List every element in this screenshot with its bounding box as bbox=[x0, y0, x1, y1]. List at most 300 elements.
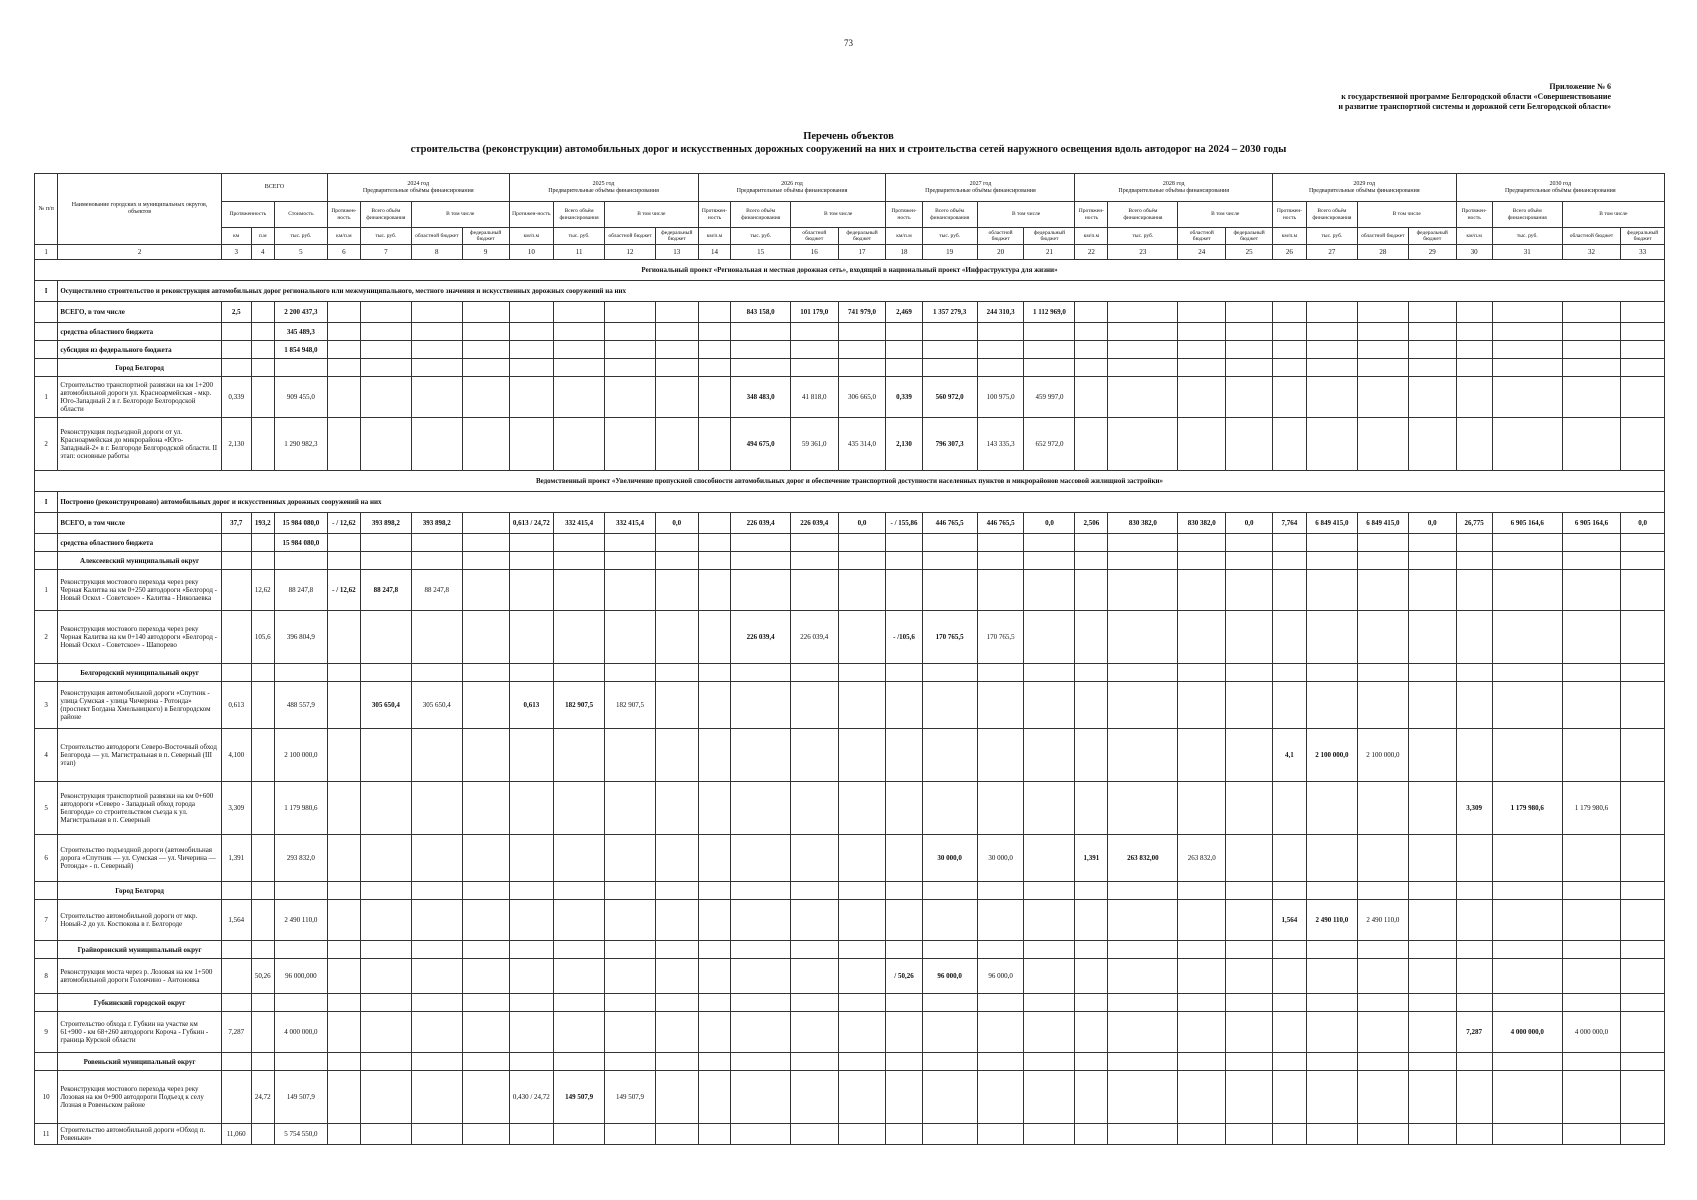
cell: 182 907,5 bbox=[605, 682, 656, 729]
cell: 30 000,0 bbox=[977, 835, 1024, 882]
cell: 305 650,4 bbox=[360, 682, 411, 729]
cell: 393 898,2 bbox=[360, 513, 411, 534]
cell: 88 247,8 bbox=[411, 570, 462, 611]
cell: 7,764 bbox=[1272, 513, 1306, 534]
cell: 0,0 bbox=[838, 513, 886, 534]
cell: 100 975,0 bbox=[977, 377, 1024, 418]
cell: 560 972,0 bbox=[922, 377, 977, 418]
group-title: Белгородский муниципальный округ bbox=[58, 664, 221, 682]
cell: 4 000 000,0 bbox=[274, 1012, 327, 1053]
table-row bbox=[35, 1071, 1665, 1124]
cell: 396 804,9 bbox=[274, 611, 327, 664]
cell: 494 675,0 bbox=[731, 418, 790, 471]
row-num: 2 bbox=[35, 611, 58, 664]
col-number: 25 bbox=[1226, 245, 1273, 260]
cell: 2 100 000,0 bbox=[1357, 729, 1408, 782]
cell: - / 12,62 bbox=[327, 513, 360, 534]
header-cost: Стоимость bbox=[274, 202, 327, 228]
col-number: 32 bbox=[1562, 245, 1620, 260]
row-num: 7 bbox=[35, 900, 58, 941]
header-year-2024: 2024 год Предварительные объёмы финансирования bbox=[327, 174, 509, 202]
col-number: 15 bbox=[731, 245, 790, 260]
group-row bbox=[35, 941, 1665, 959]
unit-fed-2025: федеральный бюджет bbox=[656, 228, 699, 245]
header-row-units bbox=[35, 228, 1665, 245]
unit-fed-2027: федеральный бюджет bbox=[1024, 228, 1075, 245]
cell: 796 307,3 bbox=[922, 418, 977, 471]
cell: 26,775 bbox=[1456, 513, 1492, 534]
header-year-2025: 2025 год Предварительные объёмы финансирования bbox=[509, 174, 698, 202]
objects-table bbox=[34, 173, 1665, 1145]
cell: 0,613 / 24,72 bbox=[509, 513, 554, 534]
cell: 0,0 bbox=[656, 513, 699, 534]
page-number: 73 bbox=[844, 38, 853, 48]
cell: 0,0 bbox=[1024, 513, 1075, 534]
cell: 0,0 bbox=[1226, 513, 1273, 534]
cell: 6 905 164,6 bbox=[1492, 513, 1562, 534]
cell: 7,287 bbox=[1456, 1012, 1492, 1053]
cell: 2,506 bbox=[1075, 513, 1108, 534]
unit-fed-2026: федеральный бюджет bbox=[838, 228, 886, 245]
cell: 96 000,0 bbox=[977, 959, 1024, 994]
cell: - / 12,62 bbox=[327, 570, 360, 611]
group-title: Город Белгород bbox=[58, 359, 221, 377]
col-number: 27 bbox=[1306, 245, 1357, 260]
total-row bbox=[35, 513, 1665, 534]
cell: 149 507,9 bbox=[605, 1071, 656, 1124]
group-title: Губкинский городской округ bbox=[58, 994, 221, 1012]
cell: 652 972,0 bbox=[1024, 418, 1075, 471]
cell: 2 100 000,0 bbox=[274, 729, 327, 782]
appendix-line-3: и развитие транспортной системы и дорожной сети Белгородской области» bbox=[1338, 102, 1611, 111]
col-number: 31 bbox=[1492, 245, 1562, 260]
header-fin-2027: Всего объём финансирования bbox=[922, 202, 977, 228]
unit-rub-2025: тыс. руб. bbox=[554, 228, 605, 245]
col-number: 28 bbox=[1357, 245, 1408, 260]
cell: 3,309 bbox=[221, 782, 251, 835]
cell: 2 490 110,0 bbox=[274, 900, 327, 941]
cell: 6 849 415,0 bbox=[1357, 513, 1408, 534]
group-title: Город Белгород bbox=[58, 882, 221, 900]
total-label: ВСЕГО, в том числе bbox=[58, 513, 221, 534]
row-num: 4 bbox=[35, 729, 58, 782]
group-row bbox=[35, 664, 1665, 682]
table-row bbox=[35, 682, 1665, 729]
cell: 2,130 bbox=[221, 418, 251, 471]
row-num: 9 bbox=[35, 1012, 58, 1053]
cell: 305 650,4 bbox=[411, 682, 462, 729]
object-name: Строительство автомобильной дороги «Обход п. Ровеньки» bbox=[58, 1124, 221, 1145]
object-name: Реконструкция мостового перехода через реку Черная Калитва на км 0+250 автодороги «Белгород - Новый Оскол - Советское» - Калитва - Николаевка bbox=[58, 570, 221, 611]
cell: 0,339 bbox=[221, 377, 251, 418]
cell: 226 039,4 bbox=[731, 611, 790, 664]
cell: 59 361,0 bbox=[790, 418, 838, 471]
col-number: 1 bbox=[35, 245, 58, 260]
cell: 2,469 bbox=[886, 302, 922, 323]
cell: 909 455,0 bbox=[274, 377, 327, 418]
col-number: 22 bbox=[1075, 245, 1108, 260]
col-number: 8 bbox=[411, 245, 462, 260]
cell: - /105,6 bbox=[886, 611, 922, 664]
cell: 50,26 bbox=[251, 959, 274, 994]
unit-rub-2028: тыс. руб. bbox=[1108, 228, 1178, 245]
col-number: 16 bbox=[790, 245, 838, 260]
col-number: 9 bbox=[462, 245, 509, 260]
cell: 149 507,9 bbox=[274, 1071, 327, 1124]
project-title: Региональный проект «Региональная и местная дорожная сеть», входящий в национальный проект «Инфраструктура для жизни» bbox=[35, 260, 1665, 281]
object-name: Реконструкция мостового перехода через реку Черная Калитва на км 0+140 автодороги «Белгород - Новый Оскол - Советское» - Шапорево bbox=[58, 611, 221, 664]
cell: 2 490 110,0 bbox=[1357, 900, 1408, 941]
header-len-2026: Протяжен-ность bbox=[698, 202, 731, 228]
cell: 4 000 000,0 bbox=[1492, 1012, 1562, 1053]
cell: 446 765,5 bbox=[922, 513, 977, 534]
project-row bbox=[35, 260, 1665, 281]
appendix-line-2: к государственной программе Белгородской области «Совершенствование bbox=[1341, 92, 1611, 101]
unit-km: км bbox=[221, 228, 251, 245]
cell: 96 000,000 bbox=[274, 959, 327, 994]
header-year-2030: 2030 год Предварительные объёмы финансирования bbox=[1456, 174, 1664, 202]
group-title: Грайворонский муниципальный округ bbox=[58, 941, 221, 959]
cell: 24,72 bbox=[251, 1071, 274, 1124]
cell: 88 247,8 bbox=[360, 570, 411, 611]
group-row bbox=[35, 882, 1665, 900]
col-number: 19 bbox=[922, 245, 977, 260]
col-number: 11 bbox=[554, 245, 605, 260]
header-fin-2025: Всего объём финансирования bbox=[554, 202, 605, 228]
table-row bbox=[35, 570, 1665, 611]
unit-reg-2024: областной бюджет bbox=[411, 228, 462, 245]
unit-rub-2029: тыс. руб. bbox=[1306, 228, 1357, 245]
cell: 1 179 980,6 bbox=[1492, 782, 1562, 835]
header-fin-2028: Всего объём финансирования bbox=[1108, 202, 1178, 228]
header-len-2024: Протяжен-ность bbox=[327, 202, 360, 228]
group-title: Алексеевский муниципальный округ bbox=[58, 552, 221, 570]
header-incl-2030: В том числе bbox=[1562, 202, 1664, 228]
unit-kmpm-2024: км/п.м bbox=[327, 228, 360, 245]
header-len-2025: Протяжен-ность bbox=[509, 202, 554, 228]
cell: 2 100 000,0 bbox=[1306, 729, 1357, 782]
header-year-2026: 2026 год Предварительные объёмы финансирования bbox=[698, 174, 886, 202]
header-name: Наименование городских и муниципальных округов, объектов bbox=[58, 174, 221, 245]
group-row bbox=[35, 994, 1665, 1012]
col-number: 12 bbox=[605, 245, 656, 260]
header-len-2027: Протяжен-ность bbox=[886, 202, 922, 228]
cell: 6 905 164,6 bbox=[1562, 513, 1620, 534]
section-roman: I bbox=[35, 492, 58, 513]
cell: 4,100 bbox=[221, 729, 251, 782]
document-title bbox=[0, 130, 1697, 156]
col-number: 4 bbox=[251, 245, 274, 260]
cell: 11,060 bbox=[221, 1124, 251, 1145]
cell: 393 898,2 bbox=[411, 513, 462, 534]
header-length: Протяженность bbox=[221, 202, 274, 228]
cell: 0,0 bbox=[1408, 513, 1456, 534]
cell: 1 179 980,6 bbox=[1562, 782, 1620, 835]
unit-rub-2026: тыс. руб. bbox=[731, 228, 790, 245]
row-num: 10 bbox=[35, 1071, 58, 1124]
title-line-1: Перечень объектов bbox=[803, 131, 894, 142]
appendix-line-1: Приложение № 6 bbox=[1549, 82, 1611, 91]
cell: 226 039,4 bbox=[731, 513, 790, 534]
group-row bbox=[35, 359, 1665, 377]
col-number: 3 bbox=[221, 245, 251, 260]
col-number: 29 bbox=[1408, 245, 1456, 260]
header-row-years bbox=[35, 174, 1665, 202]
header-len-2029: Протяжен-ность bbox=[1272, 202, 1306, 228]
regional-budget-row bbox=[35, 323, 1665, 341]
cell: 332 415,4 bbox=[605, 513, 656, 534]
cell: 88 247,8 bbox=[274, 570, 327, 611]
cell: - / 155,86 bbox=[886, 513, 922, 534]
cell: 101 179,0 bbox=[790, 302, 838, 323]
cell: 1,564 bbox=[221, 900, 251, 941]
row-num: 6 bbox=[35, 835, 58, 882]
cell: 830 382,0 bbox=[1108, 513, 1178, 534]
unit-fed-2024: федеральный бюджет bbox=[462, 228, 509, 245]
cell: 105,6 bbox=[251, 611, 274, 664]
cell: 143 335,3 bbox=[977, 418, 1024, 471]
unit-reg-2028: областной бюджет bbox=[1178, 228, 1226, 245]
unit-fed-2029: федеральный бюджет bbox=[1408, 228, 1456, 245]
cell: 1,391 bbox=[1075, 835, 1108, 882]
cell: 2 490 110,0 bbox=[1306, 900, 1357, 941]
regional-label: средства областного бюджета bbox=[58, 323, 221, 341]
col-number: 24 bbox=[1178, 245, 1226, 260]
unit-kmpm-2028: км/п.м bbox=[1075, 228, 1108, 245]
cell: 96 000,0 bbox=[922, 959, 977, 994]
project-title: Ведомственный проект «Увеличение пропускной способности автомобильных дорог и обеспечение транспортной доступности населенных пунктов и микрорайонов массовой жилищной застройки» bbox=[35, 471, 1665, 492]
object-name: Строительство подъездной дороги (автомобильная дорога «Спутник — ул. Сумская — ул. Чичерина — Ротонда» - п. Северный) bbox=[58, 835, 221, 882]
cell: 830 382,0 bbox=[1178, 513, 1226, 534]
row-num: 11 bbox=[35, 1124, 58, 1145]
section-heading-row bbox=[35, 492, 1665, 513]
federal-subsidy-row bbox=[35, 341, 1665, 359]
col-number: 10 bbox=[509, 245, 554, 260]
unit-rub-2024: тыс. руб. bbox=[360, 228, 411, 245]
header-total: ВСЕГО bbox=[221, 174, 327, 202]
group-row bbox=[35, 552, 1665, 570]
unit-rub: тыс. руб. bbox=[274, 228, 327, 245]
section-roman: I bbox=[35, 281, 58, 302]
col-number: 17 bbox=[838, 245, 886, 260]
cell: 2,130 bbox=[886, 418, 922, 471]
cell: 741 979,0 bbox=[838, 302, 886, 323]
cell: 1 179 980,6 bbox=[274, 782, 327, 835]
cell: 3,309 bbox=[1456, 782, 1492, 835]
cell: 2 200 437,3 bbox=[274, 302, 327, 323]
cell: 263 832,0 bbox=[1178, 835, 1226, 882]
header-len-2028: Протяжен-ность bbox=[1075, 202, 1108, 228]
header-num: № п/п bbox=[35, 174, 58, 245]
col-number: 7 bbox=[360, 245, 411, 260]
regional-label: средства областного бюджета bbox=[58, 534, 221, 552]
cell: / 50,26 bbox=[886, 959, 922, 994]
object-name: Строительство автомобильной дороги от мкр. Новый-2 до ул. Костюкова в г. Белгороде bbox=[58, 900, 221, 941]
table-row bbox=[35, 729, 1665, 782]
cell: 0,613 bbox=[509, 682, 554, 729]
cell: 244 310,3 bbox=[977, 302, 1024, 323]
cell: 459 997,0 bbox=[1024, 377, 1075, 418]
col-number: 21 bbox=[1024, 245, 1075, 260]
cell: 12,62 bbox=[251, 570, 274, 611]
unit-rub-2027: тыс. руб. bbox=[922, 228, 977, 245]
section-heading-row bbox=[35, 281, 1665, 302]
title-line-2: строительства (реконструкции) автомобильных дорог и искусственных дорожных сооружений на них и строительства сетей наружного освещения вдоль автодорог на 2024 – 2030 годы bbox=[410, 144, 1287, 155]
row-num: 3 bbox=[35, 682, 58, 729]
cell: 226 039,4 bbox=[790, 513, 838, 534]
cell: 332 415,4 bbox=[554, 513, 605, 534]
table-row bbox=[35, 959, 1665, 994]
header-incl-2027: В том числе bbox=[977, 202, 1075, 228]
cell: 446 765,5 bbox=[977, 513, 1024, 534]
cell: 1 854 948,0 bbox=[274, 341, 327, 359]
federal-label: субсидия из федерального бюджета bbox=[58, 341, 221, 359]
cell: 170 765,5 bbox=[977, 611, 1024, 664]
cell: 15 984 080,0 bbox=[274, 513, 327, 534]
unit-fed-2030: федеральный бюджет bbox=[1621, 228, 1665, 245]
header-incl-2026: В том числе bbox=[790, 202, 886, 228]
row-num: 2 bbox=[35, 418, 58, 471]
col-number: 2 bbox=[58, 245, 221, 260]
appendix-note bbox=[1211, 82, 1611, 112]
unit-kmpm-2027: км/п.м bbox=[886, 228, 922, 245]
unit-reg-2029: областной бюджет bbox=[1357, 228, 1408, 245]
object-name: Реконструкция транспортной развязки на км 0+600 автодороги «Северо - Западный обход города Белгорода» со строительством съезда к ул. Магистральная в п. Северный bbox=[58, 782, 221, 835]
col-number: 30 bbox=[1456, 245, 1492, 260]
object-name: Реконструкция моста через р. Лозовая на км 1+500 автомобильной дороги Головчино - Антоновка bbox=[58, 959, 221, 994]
object-name: Реконструкция автомобильной дороги «Спутник - улица Сумская - улица Чичерина - Ротонда» (проспект Богдана Хмельницкого) в Белгородском районе bbox=[58, 682, 221, 729]
unit-reg-2030: областной бюджет bbox=[1562, 228, 1620, 245]
col-number: 6 bbox=[327, 245, 360, 260]
row-num: 8 bbox=[35, 959, 58, 994]
table-row bbox=[35, 418, 1665, 471]
cell: 348 483,0 bbox=[731, 377, 790, 418]
object-name: Строительство автодороги Северо-Восточный обход Белгорода — ул. Магистральная в п. Северный (III этап) bbox=[58, 729, 221, 782]
cell: 6 849 415,0 bbox=[1306, 513, 1357, 534]
cell: 182 907,5 bbox=[554, 682, 605, 729]
unit-kmpm-2029: км/п.м bbox=[1272, 228, 1306, 245]
cell: 1,391 bbox=[221, 835, 251, 882]
col-number: 14 bbox=[698, 245, 731, 260]
table-row bbox=[35, 1124, 1665, 1145]
cell: 226 039,4 bbox=[790, 611, 838, 664]
object-name: Строительство обхода г. Губкин на участке км 61+900 - км 68+260 автодороги Короча - Губкин - граница Курской области bbox=[58, 1012, 221, 1053]
cell: 149 507,9 bbox=[554, 1071, 605, 1124]
col-number: 5 bbox=[274, 245, 327, 260]
header-fin-2029: Всего объём финансирования bbox=[1306, 202, 1357, 228]
cell: 37,7 bbox=[221, 513, 251, 534]
cell: 0,613 bbox=[221, 682, 251, 729]
table-row bbox=[35, 782, 1665, 835]
header-year-2029: 2029 год Предварительные объёмы финансирования bbox=[1272, 174, 1456, 202]
cell: 488 557,9 bbox=[274, 682, 327, 729]
cell: 1 112 969,0 bbox=[1024, 302, 1075, 323]
cell: 1 290 982,3 bbox=[274, 418, 327, 471]
col-number: 20 bbox=[977, 245, 1024, 260]
cell: 293 832,0 bbox=[274, 835, 327, 882]
header-incl-2029: В том числе bbox=[1357, 202, 1456, 228]
cell: 263 832,00 bbox=[1108, 835, 1178, 882]
group-row bbox=[35, 1053, 1665, 1071]
object-name: Реконструкция подъездной дороги от ул. Красноармейская до микрорайона «Юго-Западный-2» в г. Белгороде Белгородской области. II этап: основные работы bbox=[58, 418, 221, 471]
row-num: 1 bbox=[35, 570, 58, 611]
cell: 2,5 bbox=[221, 302, 251, 323]
col-number: 18 bbox=[886, 245, 922, 260]
table-row bbox=[35, 1012, 1665, 1053]
object-name: Строительство транспортной развязки на км 1+200 автомобильной дороги ул. Красноармейская - мкр. Юго-Западный 2 в г. Белгороде Белгородской области bbox=[58, 377, 221, 418]
cell: 170 765,5 bbox=[922, 611, 977, 664]
cell: 7,287 bbox=[221, 1012, 251, 1053]
header-fin-2024: Всего объём финансирования bbox=[360, 202, 411, 228]
unit-reg-2026: областной бюджет bbox=[790, 228, 838, 245]
cell: 0,430 / 24,72 bbox=[509, 1071, 554, 1124]
section-heading: Построено (реконструировано) автомобильных дорог и искусственных дорожных сооружений на них bbox=[58, 492, 1665, 513]
cell: 4,1 bbox=[1272, 729, 1306, 782]
table-row bbox=[35, 377, 1665, 418]
cell: 0,0 bbox=[1621, 513, 1665, 534]
cell: 435 314,0 bbox=[838, 418, 886, 471]
cell: 4 000 000,0 bbox=[1562, 1012, 1620, 1053]
header-len-2030: Протяжен-ность bbox=[1456, 202, 1492, 228]
unit-reg-2027: областной бюджет bbox=[977, 228, 1024, 245]
object-name: Реконструкция мостового перехода через реку Лозовая на км 0+900 автодороги Подъезд к селу Лозная в Ровеньском районе bbox=[58, 1071, 221, 1124]
total-label: ВСЕГО, в том числе bbox=[58, 302, 221, 323]
unit-reg-2025: областной бюджет bbox=[605, 228, 656, 245]
header-year-2028: 2028 год Предварительные объёмы финансирования bbox=[1075, 174, 1272, 202]
header-incl-2028: В том числе bbox=[1178, 202, 1273, 228]
header-incl-2025: В том числе bbox=[605, 202, 698, 228]
unit-kmpm-2025: км/п.м bbox=[509, 228, 554, 245]
cell: 15 984 080,0 bbox=[274, 534, 327, 552]
table-row bbox=[35, 835, 1665, 882]
unit-fed-2028: федеральный бюджет bbox=[1226, 228, 1273, 245]
cell: 30 000,0 bbox=[922, 835, 977, 882]
cell: 1,564 bbox=[1272, 900, 1306, 941]
col-number: 26 bbox=[1272, 245, 1306, 260]
header-fin-2026: Всего объём финансирования bbox=[731, 202, 790, 228]
row-num: 1 bbox=[35, 377, 58, 418]
unit-kmpm-2026: км/п.м bbox=[698, 228, 731, 245]
regional-budget-row bbox=[35, 534, 1665, 552]
cell: 843 158,0 bbox=[731, 302, 790, 323]
project-row bbox=[35, 471, 1665, 492]
section-heading: Осуществлено строительство и реконструкция автомобильных дорог регионального или межмуниципального, местного значения и искусственных дорожных сооружений на них bbox=[58, 281, 1665, 302]
unit-kmpm-2030: км/п.м bbox=[1456, 228, 1492, 245]
cell: 1 357 279,3 bbox=[922, 302, 977, 323]
header-fin-2030: Всего объём финансирования bbox=[1492, 202, 1562, 228]
col-number: 33 bbox=[1621, 245, 1665, 260]
row-num: 5 bbox=[35, 782, 58, 835]
total-row bbox=[35, 302, 1665, 323]
unit-rub-2030: тыс. руб. bbox=[1492, 228, 1562, 245]
cell: 5 754 550,0 bbox=[274, 1124, 327, 1145]
cell: 41 818,0 bbox=[790, 377, 838, 418]
cell: 345 489,3 bbox=[274, 323, 327, 341]
col-number: 23 bbox=[1108, 245, 1178, 260]
col-number: 13 bbox=[656, 245, 699, 260]
header-row-fields bbox=[35, 202, 1665, 228]
header-incl-2024: В том числе bbox=[411, 202, 509, 228]
table-row bbox=[35, 900, 1665, 941]
column-numbers-row bbox=[35, 245, 1665, 260]
unit-pm: п.м bbox=[251, 228, 274, 245]
header-year-2027: 2027 год Предварительные объёмы финансирования bbox=[886, 174, 1075, 202]
group-title: Ровеньский муниципальный округ bbox=[58, 1053, 221, 1071]
cell: 0,339 bbox=[886, 377, 922, 418]
cell: 306 665,0 bbox=[838, 377, 886, 418]
table-row bbox=[35, 611, 1665, 664]
cell: 193,2 bbox=[251, 513, 274, 534]
